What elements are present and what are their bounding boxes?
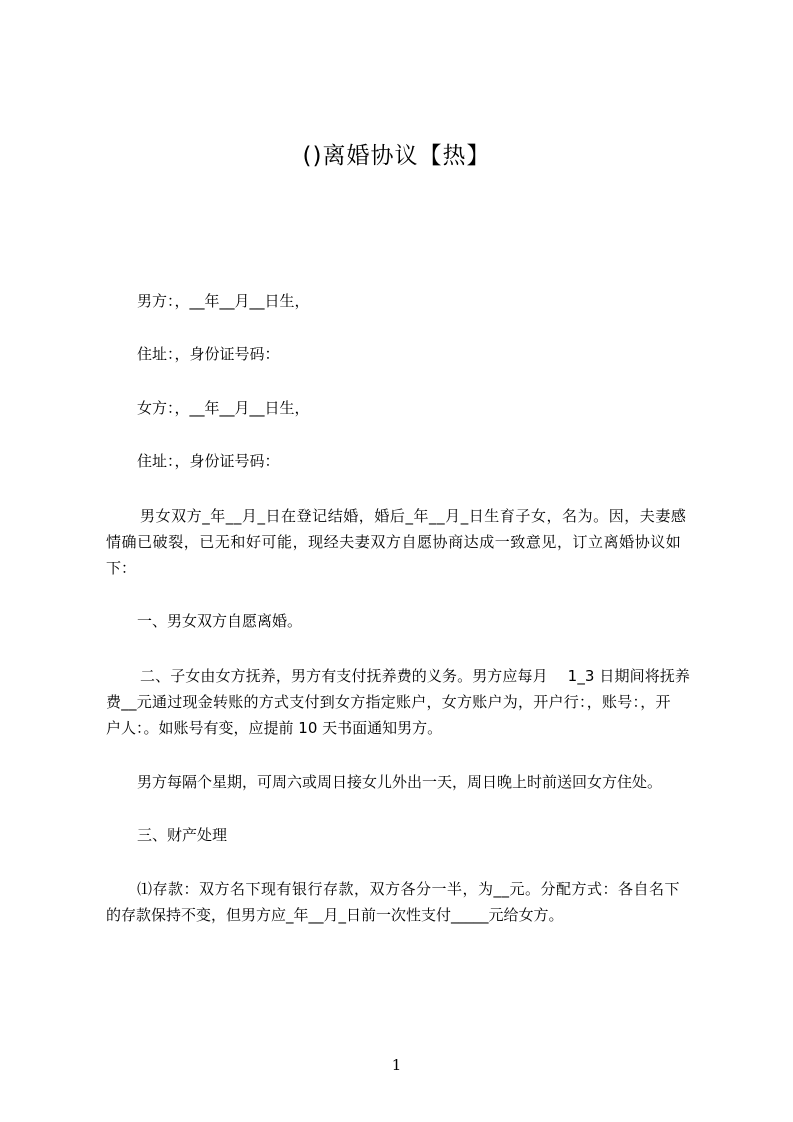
clause-2-line-2: 费__元通过现金转账的方式支付到女方指定账户，女方账户为，开户行：，账号：，开 bbox=[106, 693, 671, 711]
paragraph-savings-line-2: 的存款保持不变，但男方应_年__月_日前一次性支付_____元给女方。 bbox=[106, 906, 564, 924]
clause-2-line-3: 户人：。如账号有变，应提前 10 天书面通知男方。 bbox=[106, 719, 443, 737]
document-title: ()离婚协议【热】 bbox=[302, 143, 491, 169]
paragraph-visitation: 男方每隔个星期，可周六或周日接女儿外出一天，周日晚上时前送回女方住处。 bbox=[137, 773, 663, 791]
paragraph-marriage-line-1: 男女双方_年__月_日在登记结婚，婚后_年__月_日生育子女，名为。因，夫妻感 bbox=[140, 507, 687, 525]
paragraph-female-party: 女方：，__年__月__日生， bbox=[137, 399, 310, 417]
clause-2-line-1: 二、子女由女方抚养，男方有支付抚养费的义务。男方应每月 1_3 日期间将抚养 bbox=[140, 667, 691, 685]
clause-1-divorce: 一、男女双方自愿离婚。 bbox=[137, 612, 303, 630]
page-number: 1 bbox=[391, 1056, 402, 1074]
paragraph-female-address: 住址：，身份证号码： bbox=[137, 452, 280, 470]
paragraph-savings-line-1: ⑴存款：双方名下现有银行存款，双方各分一半，为__元。分配方式：各自名下 bbox=[137, 880, 681, 898]
paragraph-male-address: 住址：，身份证号码： bbox=[137, 345, 280, 363]
clause-3-property: 三、财产处理 bbox=[137, 826, 228, 844]
paragraph-male-party: 男方：，__年__月__日生， bbox=[137, 292, 310, 310]
paragraph-marriage-line-3: 下： bbox=[106, 559, 137, 577]
paragraph-marriage-line-2: 情确已破裂，已无和好可能，现经夫妻双方自愿协商达成一致意见，订立离婚协议如 bbox=[106, 533, 682, 551]
